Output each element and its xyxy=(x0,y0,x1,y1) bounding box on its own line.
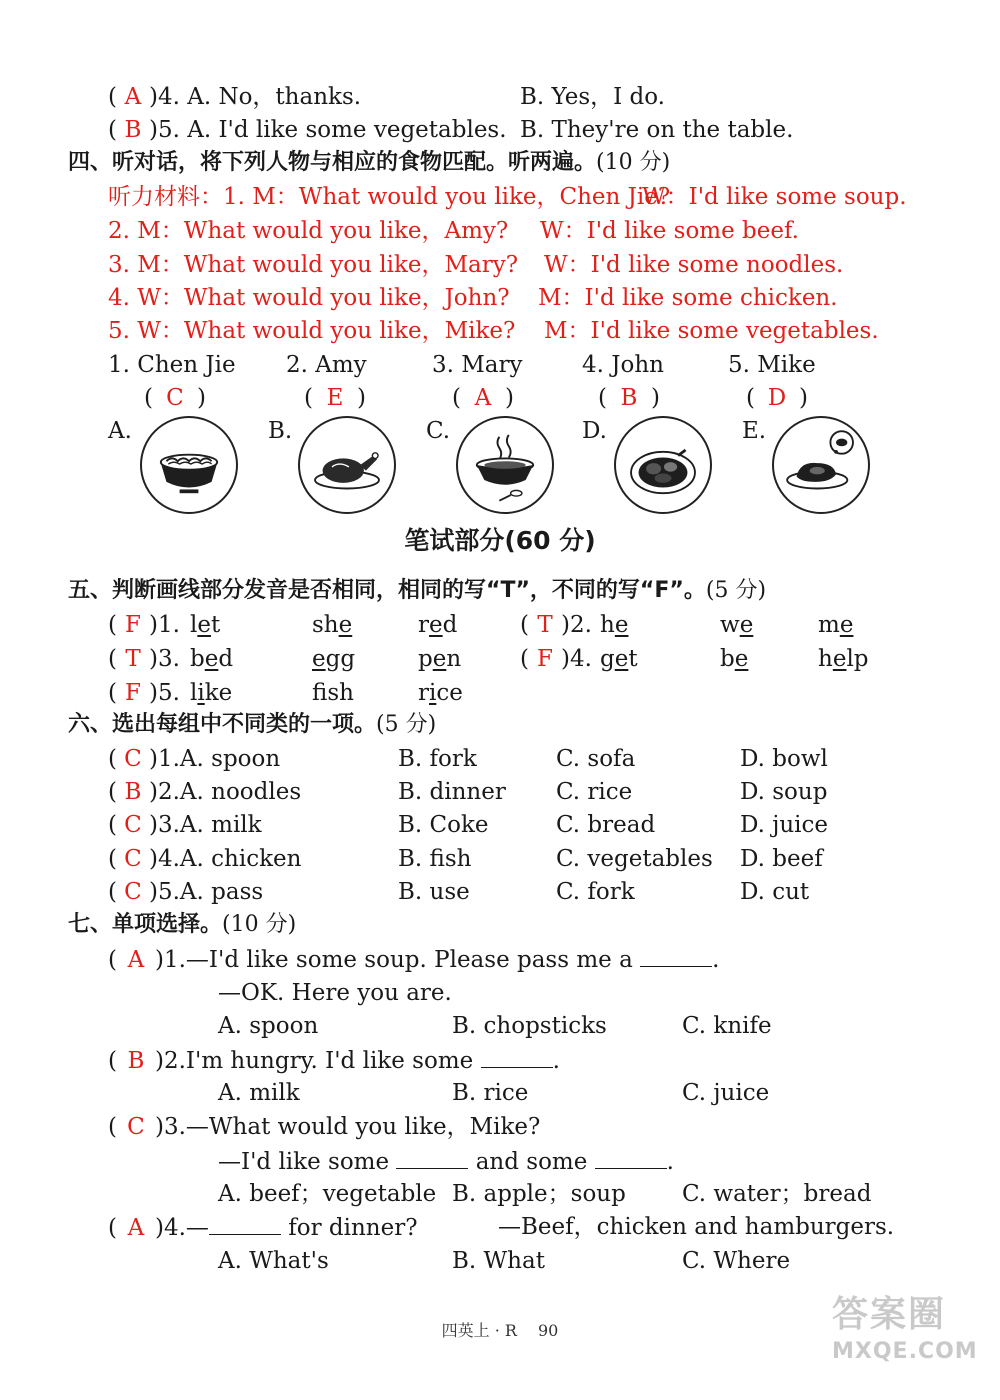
option-b: B. dinner xyxy=(398,779,506,805)
listening-script-3: 3. M：What would you like，Mary? xyxy=(108,252,519,278)
listening-script-2-answer: W：I'd like some beef. xyxy=(540,218,799,244)
option-a: A. What's xyxy=(218,1248,329,1274)
person-3: 3. Mary xyxy=(432,352,523,378)
listening-script-4-answer: M：I'd like some chicken. xyxy=(538,285,838,311)
q7-4: ( A )4.— for dinner? xyxy=(108,1212,418,1243)
answer: B xyxy=(124,117,142,143)
roast-chicken-icon xyxy=(298,416,396,514)
q3-5: ( B )5. A. I'd like some vegetables. xyxy=(108,117,507,143)
person-2: 2. Amy xyxy=(286,352,367,378)
listening-script-5-answer: M：I'd like some vegetables. xyxy=(544,318,879,344)
word: get xyxy=(600,646,638,672)
listening-script-3-answer: W：I'd like some noodles. xyxy=(544,252,844,278)
option-b: B. Coke xyxy=(398,812,489,838)
listening-script-1-answer: W：I'd like some soup. xyxy=(642,184,907,210)
option-d: D. cut xyxy=(740,879,810,905)
option-a: A. spoon xyxy=(218,1013,319,1039)
option-b: B. rice xyxy=(452,1080,529,1106)
listening-script-4: 4. W：What would you like，John? xyxy=(108,285,510,311)
q6-2: ( B )2.A. noodles xyxy=(108,779,302,805)
q5-4: ( F )4. xyxy=(520,646,592,672)
picture-label-c: C. xyxy=(426,418,451,444)
picture-label-e: E. xyxy=(742,418,767,444)
q6-5: ( C )5.A. pass xyxy=(108,879,264,905)
person-1: 1. Chen Jie xyxy=(108,352,236,378)
option-c: C. sofa xyxy=(556,746,636,772)
blank xyxy=(595,1146,667,1169)
word: me xyxy=(818,612,854,638)
word: like xyxy=(190,680,233,706)
option-c: C. knife xyxy=(682,1013,772,1039)
person-4: 4. John xyxy=(582,352,664,378)
watermark-logo: 答案圈 MXQE.COM xyxy=(832,1294,978,1364)
option-c: C. vegetables xyxy=(556,846,713,872)
word: rice xyxy=(418,680,463,706)
word: fsh xyxy=(312,680,354,706)
picture-label-a: A. xyxy=(108,418,132,444)
listening-script-5: 5. W：What would you like，Mike? xyxy=(108,318,516,344)
word: egg xyxy=(312,646,356,672)
soup-bowl-icon xyxy=(456,416,554,514)
word: red xyxy=(418,612,458,638)
option-b: B. use xyxy=(398,879,470,905)
option-b: B. fork xyxy=(398,746,477,772)
option-a: A. beef；vegetable xyxy=(218,1181,437,1207)
q3-5-option-b: B. They're on the table. xyxy=(520,117,794,143)
option-b: B. fish xyxy=(398,846,472,872)
option-d: D. bowl xyxy=(740,746,828,772)
word: we xyxy=(720,612,754,638)
word: he xyxy=(600,612,629,638)
option-c: C. bread xyxy=(556,812,656,838)
option-c: C. rice xyxy=(556,779,633,805)
answer: A xyxy=(124,84,142,110)
section7-heading: 七、单项选择。(10 分) xyxy=(68,912,297,937)
q3-4-option-b: B. Yes，I do. xyxy=(520,84,665,110)
match-1: ( C ) xyxy=(144,385,206,411)
q5-3: ( T )3. xyxy=(108,646,180,672)
match-2: ( E ) xyxy=(304,385,366,411)
word: let xyxy=(190,612,221,638)
match-5: ( D ) xyxy=(746,385,808,411)
beef-plate-icon xyxy=(772,416,870,514)
q6-4: ( C )4.A. chicken xyxy=(108,846,302,872)
q3-4: ( A )4. A. No，thanks. xyxy=(108,84,362,110)
person-5: 5. Mike xyxy=(728,352,816,378)
q5-2: ( T )2. xyxy=(520,612,592,638)
q6-3: ( C )3.A. milk xyxy=(108,812,262,838)
option-c: C. juice xyxy=(682,1080,770,1106)
word: pen xyxy=(418,646,462,672)
picture-label-d: D. xyxy=(582,418,607,444)
word: help xyxy=(818,646,869,672)
section6-heading: 六、选出每组中不同类的一项。(5 分) xyxy=(68,712,437,737)
option-b: B. chopsticks xyxy=(452,1013,607,1039)
q7-2: ( B )2.I'm hungry. I'd like some . xyxy=(108,1045,560,1076)
blank xyxy=(640,944,712,967)
word: she xyxy=(312,612,353,638)
q5-5: ( F )5. xyxy=(108,680,180,706)
listening-script-1: 听力材料：1. M：What would you like，Chen Jie? xyxy=(108,184,671,210)
blank xyxy=(396,1146,468,1169)
option-d: D. beef xyxy=(740,846,823,872)
q6-1: ( C )1.A. spoon xyxy=(108,746,281,772)
listening-script-2: 2. M：What would you like，Amy? xyxy=(108,218,509,244)
noodles-bowl-icon xyxy=(140,416,238,514)
word: be xyxy=(720,646,749,672)
q7-1-reply: —OK. Here you are. xyxy=(218,980,452,1006)
option-b: B. apple；soup xyxy=(452,1181,626,1207)
q5-1: ( F )1. xyxy=(108,612,180,638)
option-d: D. juice xyxy=(740,812,829,838)
q7-3: ( C )3.—What would you like，Mike? xyxy=(108,1114,541,1140)
option-c: C. Where xyxy=(682,1248,791,1274)
vegetables-plate-icon xyxy=(614,416,712,514)
section4-heading: 四、听对话，将下列人物与相应的食物匹配。听两遍。(10 分) xyxy=(68,150,671,175)
blank xyxy=(209,1212,281,1235)
word: bed xyxy=(190,646,234,672)
match-4: ( B ) xyxy=(598,385,660,411)
written-section-title: 笔试部分(60 分) xyxy=(404,526,596,555)
q7-4-reply: —Beef，chicken and hamburgers. xyxy=(498,1214,895,1240)
section5-heading: 五、判断画线部分发音是否相同，相同的写“T”，不同的写“F”。(5 分) xyxy=(68,578,767,603)
page-footer: 四英上 · R 90 xyxy=(441,1321,559,1340)
option-c: C. fork xyxy=(556,879,635,905)
option-d: D. soup xyxy=(740,779,828,805)
q7-3-reply: —I'd like some and some . xyxy=(218,1146,674,1177)
picture-label-b: B. xyxy=(268,418,293,444)
match-3: ( A ) xyxy=(452,385,514,411)
option-c: C. water；bread xyxy=(682,1181,872,1207)
q7-1: ( A )1.—I'd like some soup. Please pass me a . xyxy=(108,944,719,975)
option-a: A. milk xyxy=(218,1080,300,1106)
option-b: B. What xyxy=(452,1248,545,1274)
blank xyxy=(481,1045,553,1068)
